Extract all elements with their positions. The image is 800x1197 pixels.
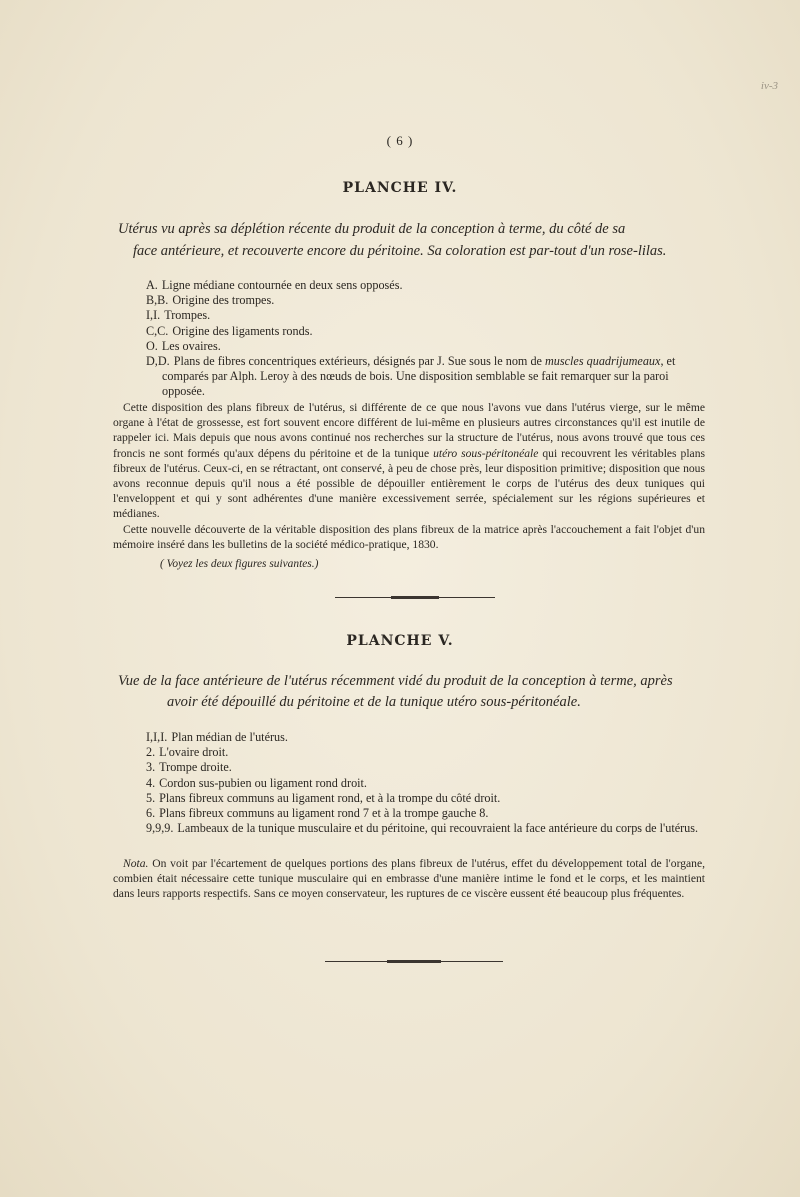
divider (335, 597, 495, 598)
page-number: ( 6 ) (386, 133, 414, 148)
plate-4-reference: ( Voyez les deux figures suivantes.) (160, 558, 319, 570)
legend-item: 9,9,9. Lambeaux de la tunique musculaire et du péritoine, qui recouvraient la face antérieure du corps de l'utérus. (146, 821, 699, 836)
plate-4-legend (146, 278, 706, 400)
legend-item: O. Les ovaires. (146, 338, 221, 353)
plate-5-nota: Nota. On voit par l'écartement de quelques portions des plans fibreux de l'utérus, effet du développement total de l'organe, combien était nécessaire cette tunique musculaire qui en embrasse d'une manière intime le fond et le corps, et les maintient dans leurs rapports respectifs. Sans ce moyen conservateur, les ruptures de ce viscère eussent été beaucoup plus fréquentes. (113, 857, 705, 901)
plate-5-legend (146, 730, 706, 836)
plate-4-paragraph-1: Cette disposition des plans fibreux de l'utérus, si différente de ce que nous l'avons vue dans l'utérus vierge, sur le même organe à l'état de grossesse, est fort souvent encore différent de lui-même en plusieurs autres circonstances qu'il est inutile de rappeler ici. Mais depuis que nous avons continué nos recherches sur la structure de l'utérus, nous avons trouvé que tous ces froncis ne sont formés qu'aux dépens du péritoine et de la tunique utéro sous-péritonéale qui recouvrent les véritables plans fibreux de l'utérus. Ceux-ci, en se rétractant, ont conservé, à peu de chose près, leur disposition primitive; disposition que nous avons reconnue depuis qu'il nous a été possible de dépouiller entièrement le corps de l'utérus des deux tuniques qui l'enveloppent et qui y sont adhérentes d'une manière excessivement serrée, spécialement sur les régions supérieures et médianes. (113, 401, 706, 521)
legend-item: 6. Plans fibreux communs au ligament rond 7 et à la trompe gauche 8. (146, 806, 489, 821)
legend-item: A. Ligne médiane contournée en deux sens opposés. (146, 278, 403, 292)
plate-4-caption-line-2: face antérieure, et recouverte encore du péritoine. Sa coloration est par-tout d'un rose-lilas. (133, 243, 667, 259)
divider (325, 961, 503, 962)
plate-5-caption-line-1: Vue de la face antérieure de l'utérus récemment vidé du produit de la conception à terme, après (118, 673, 673, 689)
plate-5-title: PLANCHE V. (346, 633, 454, 649)
legend-item: I,I. Trompes. (146, 308, 211, 323)
legend-item: 5. Plans fibreux communs au ligament rond, et à la trompe du côté droit. (146, 790, 501, 805)
legend-item: C,C. Origine des ligaments ronds. (146, 323, 313, 338)
plate-4-paragraph-2: Cette nouvelle découverte de la véritable disposition des plans fibreux de la matrice après l'accouchement a fait l'objet d'un mémoire inséré dans les bulletins de la société médico-pratique, 1830. (113, 523, 705, 552)
legend-item: 2. L'ovaire droit. (146, 745, 229, 760)
plate-4-title: PLANCHE IV. (342, 180, 458, 196)
legend-item: 3. Trompe droite. (146, 760, 232, 775)
plate-5-caption-line-2: avoir été dépouillé du péritoine et de la tunique utéro sous-péritonéale. (167, 694, 581, 710)
plate-4-caption-line-1: Utérus vu après sa déplétion récente du produit de la conception à terme, du côté de sa (118, 221, 626, 237)
legend-item: B,B. Origine des trompes. (146, 293, 275, 308)
legend-item: I,I,I. Plan médian de l'utérus. (146, 730, 288, 744)
legend-item: D,D. Plans de fibres concentriques extérieurs, désignés par J. Sue sous le nom de muscles quadrijumeaux, et comparés par Alph. Leroy à des nœuds de bois. Une disposition semblable se fait remarquer sur la paroi opposée. (146, 354, 676, 399)
legend-item: 4. Cordon sus-pubien ou ligament rond droit. (146, 775, 367, 790)
corner-mark: iv-3 (760, 80, 778, 92)
